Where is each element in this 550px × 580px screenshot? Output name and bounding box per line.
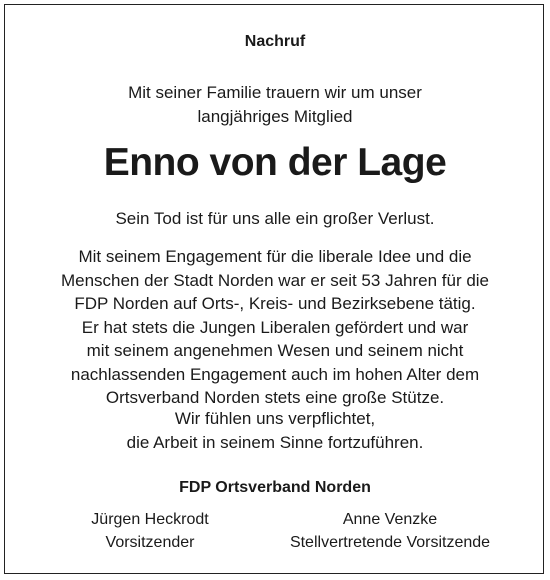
intro-text bbox=[0, 81, 550, 129]
intro-line: langjähriges Mitglied bbox=[197, 107, 353, 126]
notice-heading: Nachruf bbox=[244, 33, 306, 50]
signatory-chair bbox=[55, 508, 245, 554]
signatory-name: Jürgen Heckrodt bbox=[91, 511, 209, 528]
tribute-line: FDP Norden auf Orts-, Kreis- und Bezirksebene tätig. bbox=[74, 294, 476, 313]
closing-line: die Arbeit in seinem Sinne fortzuführen. bbox=[126, 433, 424, 452]
organization-name: FDP Ortsverband Norden bbox=[179, 479, 371, 496]
tribute-line: mit seinem angenehmen Wesen und seinem nicht bbox=[86, 341, 464, 360]
tribute-paragraph bbox=[0, 245, 550, 410]
intro-line: Mit seiner Familie trauern wir um unser bbox=[128, 83, 422, 102]
signatory-deputy bbox=[275, 508, 505, 554]
signatory-name: Anne Venzke bbox=[342, 511, 438, 528]
closing-line: Wir fühlen uns verpflichtet, bbox=[174, 409, 376, 428]
tribute-line: Er hat stets die Jungen Liberalen gefördert und war bbox=[81, 317, 469, 337]
tribute-line: Ortsverband Norden stets eine große Stütze. bbox=[105, 388, 445, 407]
tribute-line: nachlassenden Engagement auch im hohen Alter dem bbox=[70, 364, 480, 384]
tribute-line: Mit seinem Engagement für die liberale Idee und die bbox=[78, 247, 472, 266]
signatory-role: Vorsitzender bbox=[105, 534, 195, 551]
closing-statement bbox=[0, 407, 550, 455]
loss-statement: Sein Tod ist für uns alle ein großer Verlust. bbox=[115, 209, 435, 228]
signatory-role: Stellvertretende Vorsitzende bbox=[289, 534, 491, 551]
tribute-line: Menschen der Stadt Norden war er seit 53 Jahren für die bbox=[60, 270, 490, 290]
deceased-name: Enno von der Lage bbox=[103, 141, 447, 184]
